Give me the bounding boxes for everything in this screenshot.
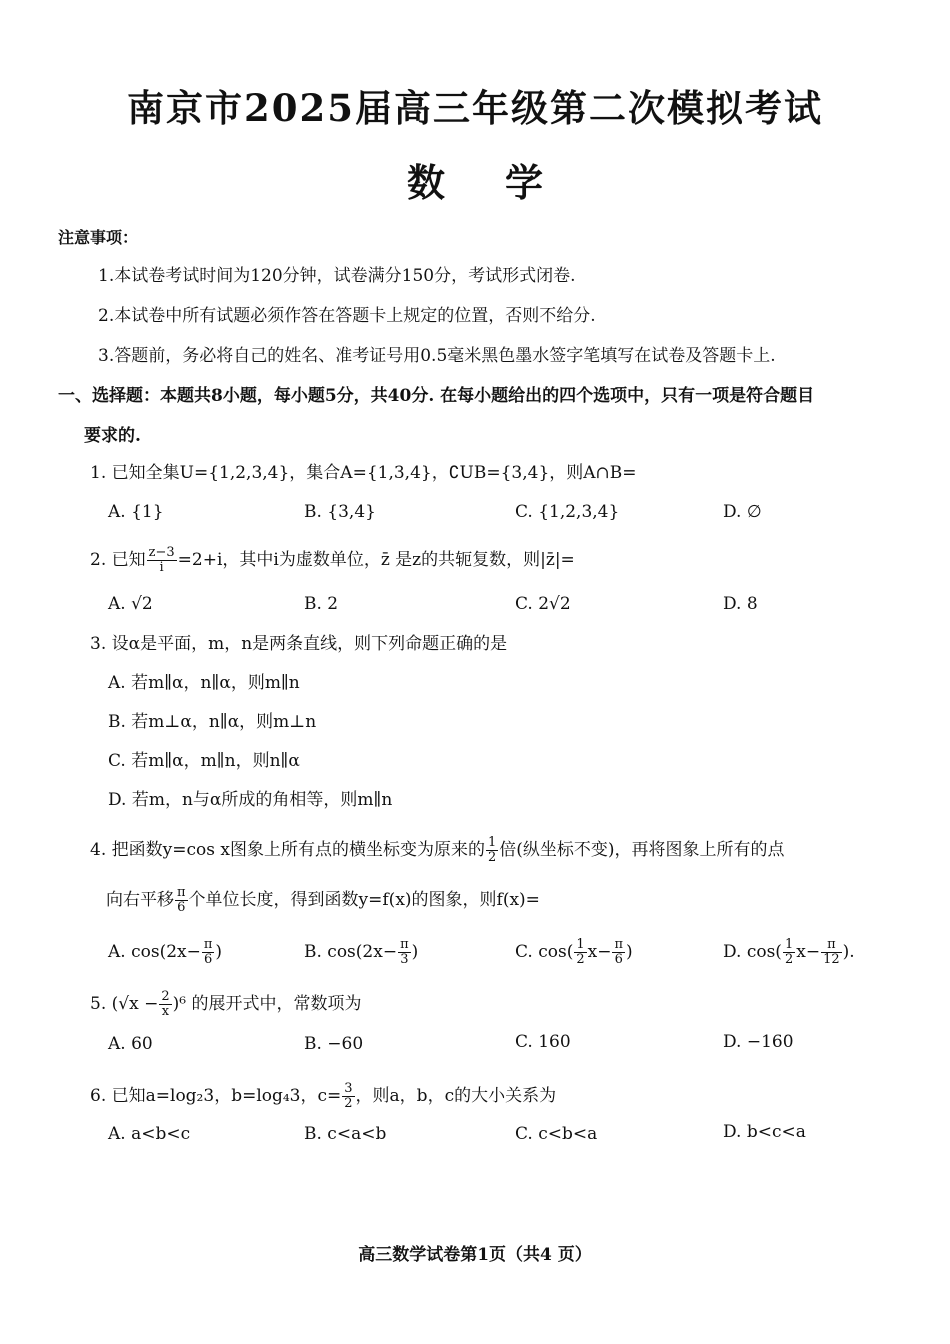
question-2-option-d: D. 8 [723,594,758,614]
question-4-option-b-close: ) [411,942,419,962]
question-6-frac-den: 2 [344,1096,353,1111]
question-6-option-a: A. a<b<c [108,1124,191,1144]
question-4-option-c-den: 6 [614,952,623,967]
question-5-stem [90,990,361,1019]
question-3-option-d: D. 若m，n与α所成的角相等，则m∥n [108,790,393,810]
question-6-option-d: D. b<c<a [723,1122,806,1142]
question-2-frac-den: i [159,560,164,575]
question-4-shift-num: π [177,885,186,900]
question-4-line1-b: 倍(纵坐标不变)，再将图象上所有的点 [499,840,785,860]
question-4-option-b-num: π [400,937,409,952]
question-6-prefix: 6. 已知a=log₂3，b=log₄3，c= [90,1086,342,1106]
question-4-option-c-num: π [614,937,623,952]
question-5-option-b: B. −60 [304,1034,364,1054]
section-heading-line1: 一、选择题：本题共8小题，每小题5分，共40分. 在每小题给出的四个选项中，只有一项是符合题目 [58,386,815,406]
question-6-frac-num: 3 [344,1081,353,1096]
question-4-line1-a: 4. 把函数y=cos x图象上所有点的横坐标变为原来的 [90,840,485,860]
notice-item-3: 3.答题前，务必将自己的姓名、准考证号用0.5毫米黑色墨水签字笔填写在试卷及答题卡上. [98,346,776,366]
question-4-option-d-close: ). [842,942,855,962]
question-4-option-d-fraction [821,938,842,967]
question-4-option-a-close: ) [215,942,223,962]
question-4-line1 [90,836,785,865]
question-2-fraction [147,546,177,575]
question-4-option-d-den: 12 [823,952,840,967]
question-5-option-c: C. 160 [515,1032,571,1052]
question-5-fraction [159,990,171,1019]
question-4-option-c [515,938,633,967]
question-2-frac-num: z−3 [148,545,175,560]
page-footer: 高三数学试卷第1页（共4 页） [358,1245,592,1265]
question-4-option-c-fraction [612,938,625,967]
subject-title: 数学 [406,160,603,205]
question-4-option-c-mid: x− [587,942,612,962]
question-2-option-c: C. 2√2 [515,594,571,614]
question-5-prefix: 5. (√x − [90,994,159,1014]
section-heading-line2: 要求的. [84,426,141,446]
question-4-line2 [106,886,540,915]
question-4-option-d-coef-num: 1 [784,937,794,952]
notice-item-1: 1.本试卷考试时间为120分钟，试卷满分150分，考试形式闭卷. [98,266,576,286]
question-3-option-a: A. 若m∥α，n∥α，则m∥n [108,673,300,693]
question-6-option-b: B. c<a<b [304,1124,387,1144]
question-3-stem: 3. 设α是平面，m，n是两条直线，则下列命题正确的是 [90,634,508,654]
question-4-option-a-num: π [203,937,213,952]
question-4-line2-b: 个单位长度，得到函数y=f(x)的图象，则f(x)= [188,890,540,910]
question-4-option-c-coef-num: 1 [576,937,585,952]
question-4-option-d-mid: x− [796,942,821,962]
question-4-option-a-label: A. cos(2x− [108,942,201,962]
question-4-option-d-num: π [821,938,842,953]
question-4-half-fraction [486,836,498,865]
question-3-option-c: C. 若m∥α，m∥n，则n∥α [108,751,300,771]
question-4-option-c-label: C. cos( [515,942,574,962]
question-2-option-b: B. 2 [304,594,339,614]
question-4-option-d [723,938,855,967]
notice-item-2: 2.本试卷中所有试题必须作答在答题卡上规定的位置，否则不给分. [98,306,596,326]
question-4-option-d-coef [783,938,795,967]
question-5-option-a: A. 60 [108,1034,153,1054]
question-4-line2-a: 向右平移 [106,890,174,910]
question-4-option-c-close: ) [626,942,633,962]
question-6-fraction [342,1082,354,1111]
notice-heading: 注意事项： [58,228,139,247]
question-5-frac-den: x [161,1004,170,1019]
question-2-stem [90,546,575,575]
question-4-shift-den: 6 [177,900,186,915]
question-1-option-d: D. ∅ [723,502,762,522]
question-4-option-c-coef [574,938,586,967]
question-4-option-b-label: B. cos(2x− [304,942,398,962]
question-4-half-num: 1 [487,835,497,850]
question-4-half-den: 2 [487,850,497,865]
question-4-shift-fraction [175,886,188,915]
question-6-stem [90,1082,556,1111]
question-4-option-b [304,938,418,967]
question-1-option-a: A. {1} [108,502,164,522]
question-1-option-c: C. {1,2,3,4} [515,502,620,522]
question-4-option-d-label: D. cos( [723,942,782,962]
question-6-suffix: ，则a，b，c的大小关系为 [355,1086,557,1106]
question-4-option-b-fraction [398,938,411,967]
question-5-option-d: D. −160 [723,1032,794,1052]
question-4-option-b-den: 3 [400,952,409,967]
question-1-stem: 1. 已知全集U={1,2,3,4}，集合A={1,3,4}，∁UB={3,4}，则A∩B= [90,463,637,483]
question-6-option-c: C. c<b<a [515,1124,598,1144]
question-4-option-a-fraction [202,938,215,967]
question-5-frac-num: 2 [161,989,170,1004]
question-2-prefix: 2. 已知 [90,550,146,570]
question-5-suffix: )⁶ 的展开式中，常数项为 [172,994,362,1014]
question-2-option-a: A. √2 [108,594,153,614]
question-4-option-c-coef-den: 2 [576,952,585,967]
question-4-option-a [108,938,222,967]
question-2-suffix: =2+i，其中i为虚数单位，z̄ 是z的共轭复数，则|z̄|= [177,550,575,570]
exam-title: 南京市2025届高三年级第二次模拟考试 [127,86,823,130]
question-4-option-a-den: 6 [203,952,213,967]
question-4-option-d-coef-den: 2 [784,952,794,967]
question-1-option-b: B. {3,4} [304,502,376,522]
question-3-option-b: B. 若m⊥α，n∥α，则m⊥n [108,712,317,732]
